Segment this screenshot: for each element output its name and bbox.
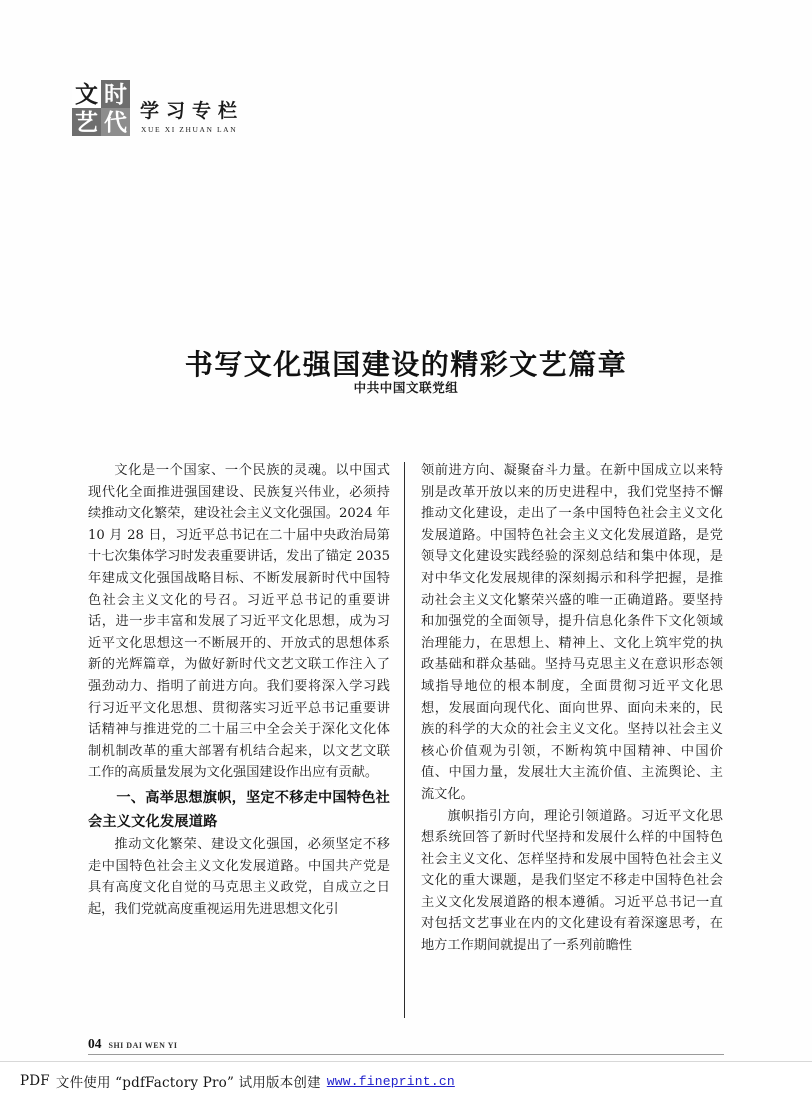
column-left [88, 460, 404, 1020]
masthead [72, 80, 244, 136]
publication-name: SHI DAI WEN YI [108, 1041, 178, 1050]
watermark-url-link[interactable]: www.fineprint.cn [326, 1073, 455, 1089]
column-title-pinyin: XUE XI ZHUAN LAN [141, 125, 238, 134]
page-number: 04 [88, 1036, 102, 1051]
logo-char-3: 艺 [72, 108, 101, 136]
column-header [140, 101, 244, 136]
section-heading-1: 一、高举思想旗帜，坚定不移走中国特色社会主义文化发展道路 [88, 789, 390, 830]
logo-char-2: 时 [101, 80, 130, 108]
paragraph: 推动文化繁荣、建设文化强国，必须坚定不移走中国特色社会主义文化发展道路。中国共产党是具有高度文化自觉的马克思主义政党，自成立之日起，我们党就高度重视运用先进思想文化引 [88, 836, 390, 917]
article-byline: 中共中国文联党组 [353, 380, 459, 395]
page-title: 书写文化强国建设的精彩文艺篇章 [184, 347, 628, 381]
column-right [405, 460, 723, 1020]
watermark-text: 文件使用 “pdfFactory Pro” 试用版本创建 [55, 1075, 321, 1091]
column-title: 学习专栏 [140, 100, 245, 123]
pdf-watermark-bar [0, 1061, 812, 1100]
footer-divider [88, 1054, 724, 1055]
logo-char-1: 文 [72, 80, 101, 108]
footer-folio [88, 1036, 178, 1052]
paragraph: 领前进方向、凝聚奋斗力量。在新中国成立以来特别是改革开放以来的历史进程中，我们党坚持不懈推动文化建设，走出了一条中国特色社会主义文化发展道路。中国特色社会主义文化发展道路，是党领导文化建设实践经验的深刻总结和集中体现，是对中华文化发展规律的深刻揭示和科学把握，是推动社会主义文化繁荣兴盛的唯一正确道路。要坚持和加强党的全面领导，提升信息化条件下文化领域治理能力，在思想上、精神上、文化上筑牢党的执政基础和群众基础。坚持马克思主义在意识形态领域指导地位的根本制度，全面贯彻习近平文化思想，发展面向现代化、面向世界、面向未来的，民族的科学的大众的社会主义文化。坚持以社会主义核心价值观为引领，不断构筑中国精神、中国价值、中国力量，发展壮大主流价值、主流舆论、主流文化。 [421, 463, 723, 802]
magazine-logo-icon [72, 80, 130, 136]
paragraph: 旗帜指引方向，理论引领道路。习近平文化思想系统回答了新时代坚持和发展什么样的中国特色社会主义文化、怎样坚持和发展中国特色社会主义文化的重大课题，是我们坚定不移走中国特色社会主义文化发展道路的根本遵循。习近平总书记一直对包括文艺事业在内的文化建设有着深邃思考，在地方工作期间就提出了一系列前瞻性 [421, 808, 723, 954]
paragraph: 文化是一个国家、一个民族的灵魂。以中国式现代化全面推进强国建设、民族复兴伟业，必须持续推动文化繁荣，建设社会主义文化强国。2024 年 10 月 28 日，习近平总书记在二十届中央政治局第十七次集体学习时发表重要讲话，发出了锚定 2035 年建成文化强国战略目标、不断发展新时代中国特色社会主义文化的号召。习近平总书记的重要讲话，进一步丰富和发展了习近平文化思想，成为习近平文化思想这一不断展开的、开放式的思想体系新的光辉篇章，为做好新时代文艺文联工作注入了强劲动力、指明了前进方向。我们要将深入学习践行习近平文化思想、贯彻落实习近平总书记重要讲话精神与推进党的二十届三中全会关于深化文化体制机制改革的重大部署有机结合起来，以文艺文联工作的高质量发展为文化强国建设作出应有贡献。 [88, 463, 390, 781]
watermark-prefix: PDF [20, 1073, 50, 1089]
article-body [88, 460, 724, 1020]
logo-char-4: 代 [101, 108, 130, 136]
